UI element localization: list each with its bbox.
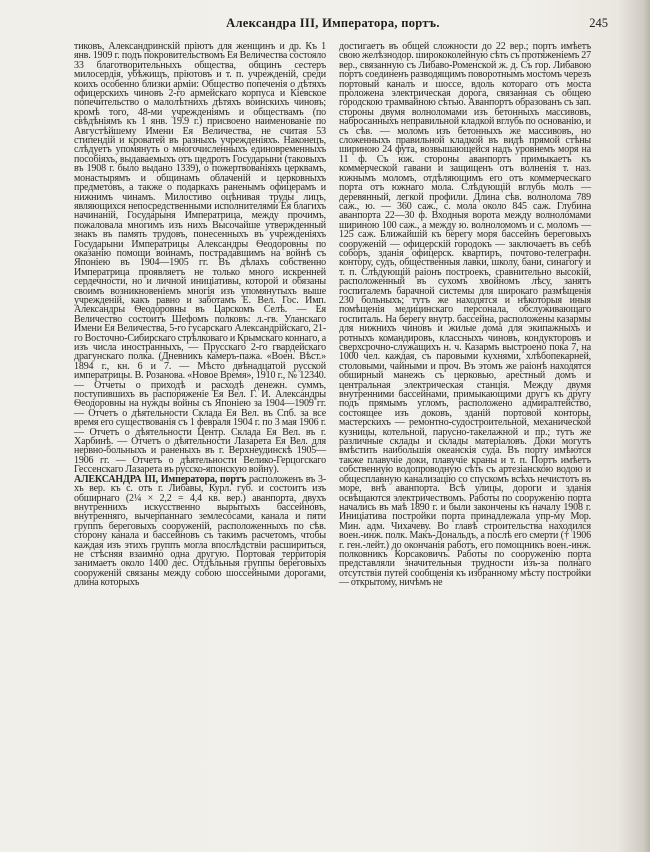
- paragraph-continuation: достигаетъ въ общей сложности до 22 вер.; портъ имѣетъ свою желѣзнодор. ширококолейную сѣть съ протяженіемъ 27 вер., связанную съ Либаво-Роменской ж. д. Съ гор. Либавою портъ соединенъ разводящимъ поворотнымъ мостомъ черезъ портовый каналъ и шоссе, вдоль котораго отъ моста проложена электрическая дорога, связанная съ общею городскою трамвайною сѣтью. Аванпортъ образованъ съ зап. стороны двумя волноломами изъ бетонныхъ массивовъ, набросанныхъ неправильной кладкой вглубь по основанію, и съ сѣв. — моломъ изъ бетонныхъ же массивовъ, но сложенныхъ правильной кладкой въ видѣ прямой стѣны шириною 24 фута, возвышающейся надъ уровнемъ моря на 11 ф. Съ юж. стороны аванпортъ примыкаетъ къ коммерческой гавани и защищенъ отъ волненія т. наз. южнымъ моломъ, отдѣляющимъ его отъ коммерческаго порта отъ южнаго мола. Слѣдующій вглубь молъ — деревянный, легкой профили. Длина сѣв. волнолома 789 саж., ю. — 360 саж., с. мола около 845 саж. Глубина аванпорта 22—30 ф. Входныя ворота между волноломами шириною 100 саж., а между ю. волноломомъ и с. моломъ — 125 саж. Ближайшій къ берегу моря бассейнъ береговыхъ сооруженій — офицерскій городокъ — заключаетъ въ себѣ соборъ, зданія офицерск. квартиръ, почтово-телеграфн. контору, судъ, общественныя лавки, школу, бани, синагогу и т. п. Слѣдующій раіонъ построекъ, сравнительно высокій, расположенный въ сухомъ хвойномъ лѣсу, занятъ госпиталемъ барачной системы для широкаго размѣщенія 230 больныхъ; тутъ же находятся и нѣкоторыя иныя помѣщенія медицинскаго персонала, обслуживающаго госпиталь. На берегу внутр. бассейна, расположены казармы для нижнихъ чиновъ и жилые дома для экипажныхъ и ротныхъ командировъ, классныхъ чиновъ, кондукторовъ и сверхсрочно-служащихъ н. ч. Казармъ выстроено пока 7, на 1000 чел. каждая, съ паровыми кухнями, хлѣбопекарней, столовыми, чайными и проч. Въ этомъ же раіонѣ находятся обширный манежъ съ церковью, арестный домъ и центральная электрическая станція. Между двумя внутренними бассейнами, примыкающими другъ къ другу подъ прямымъ угломъ, расположено адмиралтейство, состоящее изъ доковъ, зданій портовой конторы, мастерскихъ — ремонтно-судостроительной, механической кузницы, котельной, парусно-такелажной и пр.; тутъ же различные склады и склады матеріаловъ. Доки могутъ вмѣстить наибольшія океанскія суда. Въ порту имѣются также плавучіе доки, плавучіе краны и т. п. Портъ имѣетъ собственную водопроводную сѣть съ артезіанскою водою и общесплавную канализацію со спускомъ всѣхъ нечистотъ въ море, внѣ аванпорта. Всѣ улицы, дороги и зданія освѣщаются электричествомъ. Работы по сооруженію порта начались въ маѣ 1890 г. и были закончены къ началу 1908 г. Иниціатива постройки порта принадлежала упр-му Мор. Мин. адм. Чихачеву. Во главѣ строительства находился воен.-инж. полк. Макъ-Дональдъ, а послѣ его смерти († 1906 г. ген.-лейт.) до окончанія работъ, его помощникъ воен.-инж. полковникъ Корсаковичъ. Работы по сооруженію порта представляли значительныя трудности изъ-за полнаго отсутствія путей сообщенія къ избранному мѣсту постройки — открытому, ничѣмъ не: [339, 41, 591, 589]
- right-column: [339, 42, 591, 588]
- running-header: [74, 16, 608, 32]
- running-header-title: Александра III, Императора, портъ.: [226, 16, 440, 30]
- entry-body: расположенъ въ 3-хъ вер. къ с. отъ г. Либавы, Курл. губ. и состоитъ изъ обширнаго (2¼ × 2,2 = 4,4 кв. вер.) аванпорта, двухъ внутреннихъ искусственно вырытыхъ бассейновъ, внутренняго, вычерпаннаго землесосами, канала и пяти группъ береговыхъ сооруженій, расположенныхъ по сѣв. сторону канала и бассейновъ съ такимъ расчетомъ, чтобы каждая изъ этихъ группъ могла впослѣдствіи расшириться, не стѣсняя взаимно одна другую. Портовая территорія занимаетъ около 1400 дес. Отдѣльныя группы береговыхъ сооруженій связаны между собою шоссейными дорогами, длина которыхъ: [74, 473, 326, 589]
- entry-heading: АЛЕКСАНДРА III, Императора, портъ: [74, 473, 247, 485]
- entry-paragraph: [74, 475, 326, 588]
- page-content: [74, 16, 608, 589]
- paragraph-continuation: тиковъ, Александринскій пріютъ для женщинъ и др. Къ 1 янв. 1909 г. подъ покровительствомъ Ея Величества состояло 33 благотворительныхъ общества, общинъ сестеръ милосердія, убѣжищъ, пріютовъ и т. п. учрежденій, среди коихъ особенно близки арміи: Общество попеченія о дѣтяхъ офицерскихъ чиновъ 2-го армейскаго корпуса и Кіевское попечительство о малолѣтнихъ дѣтяхъ воинскихъ чиновъ; кромѣ того, 48-ми учрежденіямъ и обществамъ (по свѣдѣніямъ къ 1 янв. 19.9 г.) присвоено наименованіе по Августѣйшему Имени Ея Величества, не считая 53 стипендій и кроватей въ разныхъ учрежденіяхъ. Наконецъ, слѣдуетъ упомянуть о многочисленныхъ единовременныхъ пособіяхъ, выдаваемыхъ отъ щедротъ Государыни (таковыхъ въ 1908 г. было выдано 1339), о пожертвованіяхъ церквамъ, монастырямъ и общинамъ облаченій и церковныхъ предметовъ, а также о подаркахъ раненымъ офицерамъ и нижнимъ чинамъ. Милостиво оцѣнивая труды лицъ, являющихся непосредственными исполнителями Ея благихъ начинаній, Государыня Императрица, между прочимъ, пожаловала многимъ изъ нихъ Высочайше утвержденный знакъ въ память трудовъ, понесенныхъ въ учрежденіяхъ Государыни Императрицы Александры Ѳеодоровны по оказанію помощи воинамъ, пострадавшимъ на войнѣ съ Японіею въ 1904—1905 гг. Въ дѣлахъ собственно Императрица проявляетъ не только много искренней сердечности, но и личной иниціативы, которой и обязаны своимъ возникновеніемъ многія изъ упомянутыхъ выше учрежденій, какъ равно и заботамъ Е. Вел. Гос. Имп. Александры Ѳеодоровны въ Царскомъ Селѣ. — Ея Величество состоитъ Шефомъ полковъ: л.-гв. Уланскаго Имени Ея Величества, 5-го гусарскаго Александрійскаго, 21-го Восточно-Сибирскаго стрѣлковаго и Крымскаго коннаго, а изъ числа иностранныхъ, — Прусскаго 2-го гвардейскаго драгунскаго полка. (Дневникъ камеръ-пажа. «Воен. Вѣст.» 1894 г., кн. 6 и 7. — Мѣсто двѣнадцатой русской императрицы. В. Розанова. «Новое Время», 1910 г., № 12340. — Отчеты о приходѣ и расходѣ денежн. суммъ, поступившихъ въ распоряженіе Ея Вел. Г. И. Александры Ѳеодоровны на нужды войны съ Японіею за 1904—1909 гг. — Отчетъ о дѣятельности Склада Ея Вел. въ Спб. за все время его существованія съ 1 февраля 1904 г. по 3 мая 1906 г. — Отчетъ о дѣятельности Центр. Склада Ея Вел. въ г. Харбинѣ. — Отчетъ о дѣятельности Лазарета Ея Вел. для нервно-больныхъ и раненыхъ въ г. Верхнеудинскѣ 1905—1906 гг. — Отчетъ о дѣятельности Велико-Герцогскаго Гессенскаго Лазарета въ русско-японскую войну).: [74, 41, 326, 476]
- page-number: 245: [589, 16, 608, 30]
- text-columns: [74, 42, 592, 588]
- left-column: [74, 42, 326, 588]
